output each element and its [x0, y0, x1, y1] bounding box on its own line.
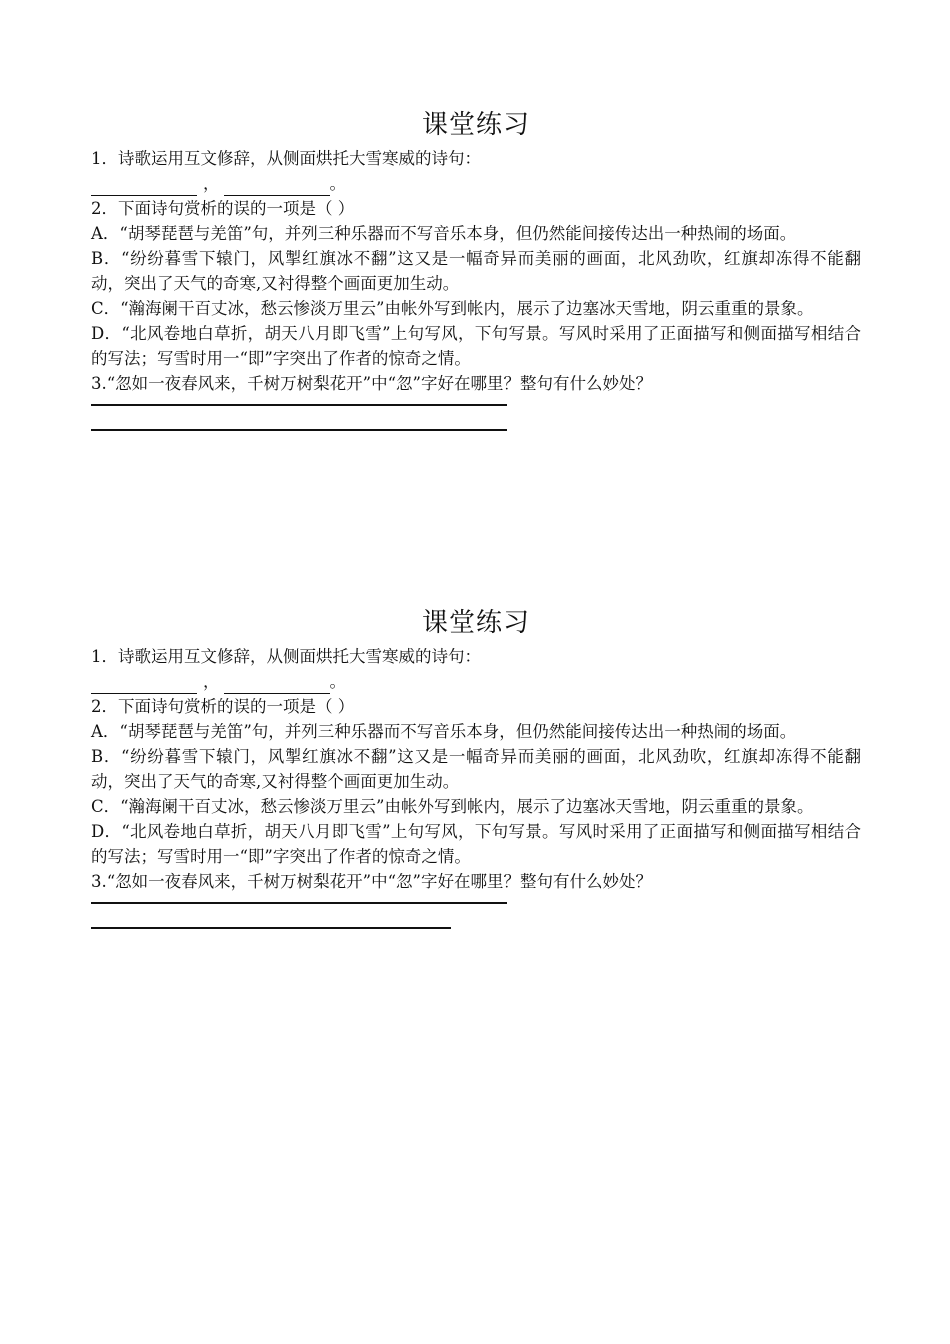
blank-end-mark: 。	[329, 672, 346, 691]
question-3-text: 3.“忽如一夜春风来，千树万树梨花开”中“忽”字好在哪里？整句有什么妙处？	[91, 872, 652, 891]
answer-line-1[interactable]	[91, 902, 507, 904]
worksheet-title: 课堂练习	[421, 110, 530, 140]
answer-line-2[interactable]	[91, 429, 507, 431]
option-c: C．“瀚海阑干百丈冰，愁云惨淡万里云”由帐外写到帐内，展示了边塞冰天雪地，阴云重重的景象。	[91, 797, 814, 816]
question-3-text: 3.“忽如一夜春风来，千树万树梨花开”中“忽”字好在哪里？整句有什么妙处？	[91, 374, 652, 393]
question-2-text: 2．下面诗句赏析的误的一项是（ ）	[91, 697, 355, 716]
option-a: A．“胡琴琵琶与羌笛”句，并列三种乐器而不写音乐本身，但仍然能间接传达出一种热闹的场面。	[91, 224, 797, 243]
option-a: A．“胡琴琵琶与羌笛”句，并列三种乐器而不写音乐本身，但仍然能间接传达出一种热闹的场面。	[91, 722, 797, 741]
option-d: D．“北风卷地白草折，胡天八月即飞雪”上句写风，下句写景。写风时采用了正面描写和侧面描写相结合的写法；写雪时用一“即”字突出了作者的惊奇之情。	[91, 822, 861, 866]
answer-line-1[interactable]	[91, 404, 507, 406]
question-2-text: 2．下面诗句赏析的误的一项是（ ）	[91, 199, 355, 218]
option-b: B．“纷纷暮雪下辕门，风掣红旗冰不翻”这又是一幅奇异而美丽的画面，北风劲吹，红旗却冻得不能翻动，突出了天气的奇寒,又衬得整个画面更加生动。	[91, 747, 861, 791]
option-b: B．“纷纷暮雪下辕门，风掣红旗冰不翻”这又是一幅奇异而美丽的画面，北风劲吹，红旗却冻得不能翻动，突出了天气的奇寒,又衬得整个画面更加生动。	[91, 249, 861, 293]
answer-blank-1[interactable]	[91, 177, 197, 196]
blank-separator: ，	[203, 672, 220, 691]
answer-blank-2[interactable]	[224, 675, 330, 694]
worksheet-2	[91, 604, 861, 929]
answer-line-2[interactable]	[91, 927, 451, 929]
blank-separator: ，	[203, 174, 220, 193]
question-1-text: 1．诗歌运用互文修辞，从侧面烘托大雪寒威的诗句：	[91, 149, 481, 168]
answer-blank-2[interactable]	[224, 177, 330, 196]
question-1-blanks	[91, 669, 861, 694]
question-1-text: 1．诗歌运用互文修辞，从侧面烘托大雪寒威的诗句：	[91, 647, 481, 666]
blank-end-mark: 。	[329, 174, 346, 193]
question-1-blanks	[91, 171, 861, 196]
option-c: C．“瀚海阑干百丈冰，愁云惨淡万里云”由帐外写到帐内，展示了边塞冰天雪地，阴云重重的景象。	[91, 299, 814, 318]
worksheet-title: 课堂练习	[421, 608, 530, 638]
worksheet-1	[91, 106, 861, 431]
answer-blank-1[interactable]	[91, 675, 197, 694]
option-d: D．“北风卷地白草折，胡天八月即飞雪”上句写风，下句写景。写风时采用了正面描写和侧面描写相结合的写法；写雪时用一“即”字突出了作者的惊奇之情。	[91, 324, 861, 368]
